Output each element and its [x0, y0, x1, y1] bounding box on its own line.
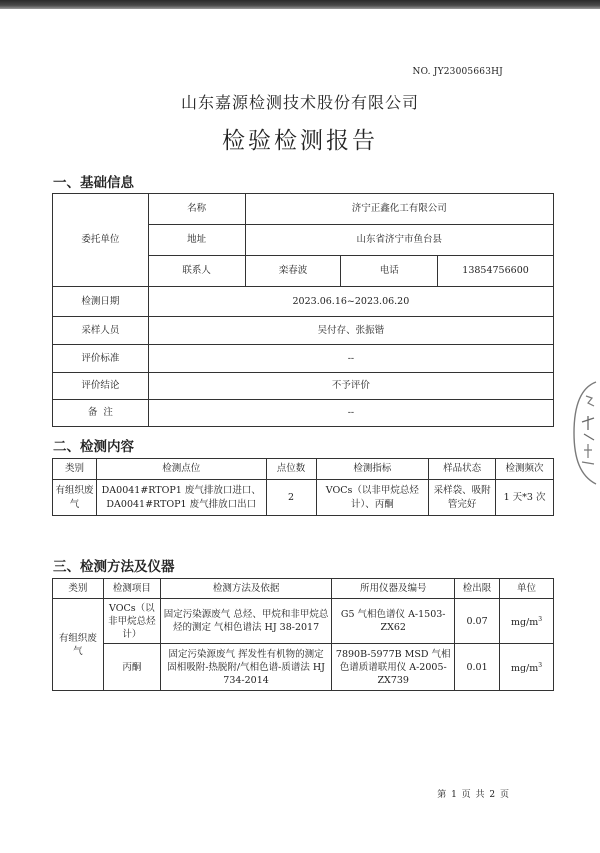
- unit-superscript: 3: [538, 661, 543, 669]
- instrument-cell: G5 气相色谱仪 A-1503-ZX62: [332, 599, 455, 644]
- report-number: NO. JY23005663HJ: [412, 67, 503, 77]
- company-name: 山东嘉源检测技术股份有限公司: [180, 93, 419, 112]
- sampler-label: 采样人员: [53, 317, 149, 345]
- contact-value: 栾春波: [245, 256, 341, 287]
- unit-cell: [500, 599, 554, 644]
- conclusion-label: 评价结论: [53, 373, 149, 400]
- category-cell: 有组织废气: [53, 599, 104, 691]
- scan-top-border: [0, 0, 600, 9]
- count-cell: 2: [266, 480, 316, 516]
- col-header: 类别: [53, 579, 104, 599]
- section-basic-info-heading: 一、基础信息: [53, 175, 134, 191]
- state-cell: 采样袋、吸附管完好: [429, 480, 496, 516]
- unit-text: mg/m: [510, 663, 539, 675]
- col-header: 样品状态: [429, 459, 496, 480]
- phone-label: 电话: [341, 256, 438, 287]
- contact-label: 联系人: [148, 256, 245, 287]
- page-number: 第 1 页 共 2 页: [437, 790, 510, 800]
- col-header: 单位: [500, 579, 554, 599]
- unit-cell: [500, 644, 554, 691]
- phone-value: 13854756600: [438, 256, 554, 287]
- col-header: 所用仪器及编号: [332, 579, 455, 599]
- unit-superscript: 3: [538, 615, 543, 623]
- category-cell: 有组织废气: [53, 480, 97, 516]
- col-header: 检测方法及依据: [160, 579, 332, 599]
- section-method-heading: 三、检测方法及仪器: [53, 559, 175, 575]
- address-label: 地址: [148, 225, 245, 256]
- remark-value: --: [148, 400, 553, 427]
- limit-cell: 0.07: [455, 599, 500, 644]
- col-header: 检测项目: [103, 579, 160, 599]
- col-header: 检测指标: [316, 459, 429, 480]
- point-cell: [96, 480, 266, 516]
- test-content-table: [52, 458, 554, 516]
- col-header: 点位数: [266, 459, 316, 480]
- method-table: [52, 578, 554, 691]
- name-value: 济宁正鑫化工有限公司: [245, 194, 553, 225]
- conclusion-value: 不予评价: [148, 373, 553, 400]
- col-header: 检出限: [455, 579, 500, 599]
- client-label: 委托单位: [53, 194, 149, 287]
- name-label: 名称: [148, 194, 245, 225]
- seal-stamp-icon: [566, 378, 600, 488]
- col-header: 类别: [53, 459, 97, 480]
- col-header: 检测点位: [96, 459, 266, 480]
- instrument-cell: 7890B-5977B MSD 气相色谱质谱联用仪 A-2005-ZX739: [332, 644, 455, 691]
- method-cell: 固定污染源废气 挥发性有机物的测定 固相吸附-热脱附/气相色谱-质谱法 HJ 734-2014: [160, 644, 332, 691]
- item-cell: VOCs（以非甲烷总烃计）: [103, 599, 160, 644]
- col-header: 检测频次: [496, 459, 554, 480]
- standard-value: --: [148, 345, 553, 373]
- date-label: 检测日期: [53, 287, 149, 317]
- frequency-cell: 1 天*3 次: [496, 480, 554, 516]
- limit-cell: 0.01: [455, 644, 500, 691]
- sampler-value: 吴付存、张振锴: [148, 317, 553, 345]
- point-line: DA0041#RTOP1 废气排放口出口: [106, 498, 257, 510]
- unit-text: mg/m: [510, 617, 539, 629]
- standard-label: 评价标准: [53, 345, 149, 373]
- section-content-heading: 二、检测内容: [53, 439, 134, 455]
- date-value: 2023.06.16~2023.06.20: [148, 287, 553, 317]
- indicator-cell: VOCs（以非甲烷总烃计）、丙酮: [316, 480, 429, 516]
- address-value: 山东省济宁市鱼台县: [245, 225, 553, 256]
- item-cell: 丙酮: [103, 644, 160, 691]
- report-title: 检验检测报告: [222, 128, 378, 154]
- basic-info-table: [52, 193, 554, 427]
- remark-label: 备 注: [53, 400, 149, 427]
- point-line: DA0041#RTOP1 废气排放口进口、: [101, 484, 261, 496]
- method-cell: 固定污染源废气 总烃、甲烷和非甲烷总烃的测定 气相色谱法 HJ 38-2017: [160, 599, 332, 644]
